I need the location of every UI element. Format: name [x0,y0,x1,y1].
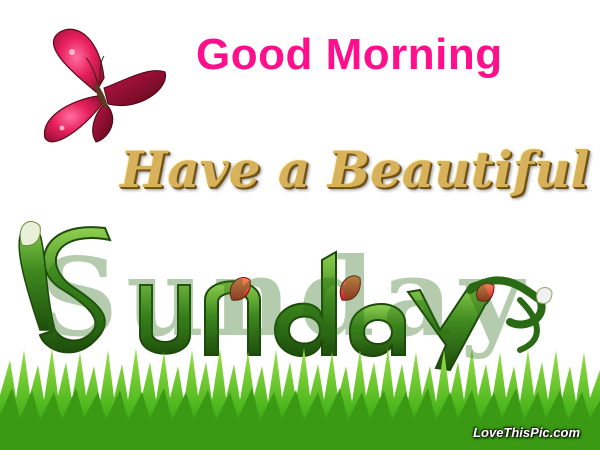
subtitle-text: Have a Beautiful [120,140,590,199]
butterfly-icon [44,29,165,142]
watermark-text: LoveThisPic.com [473,425,580,440]
day-text: Sunday [40,235,532,361]
greeting-text: Good Morning [196,30,503,79]
